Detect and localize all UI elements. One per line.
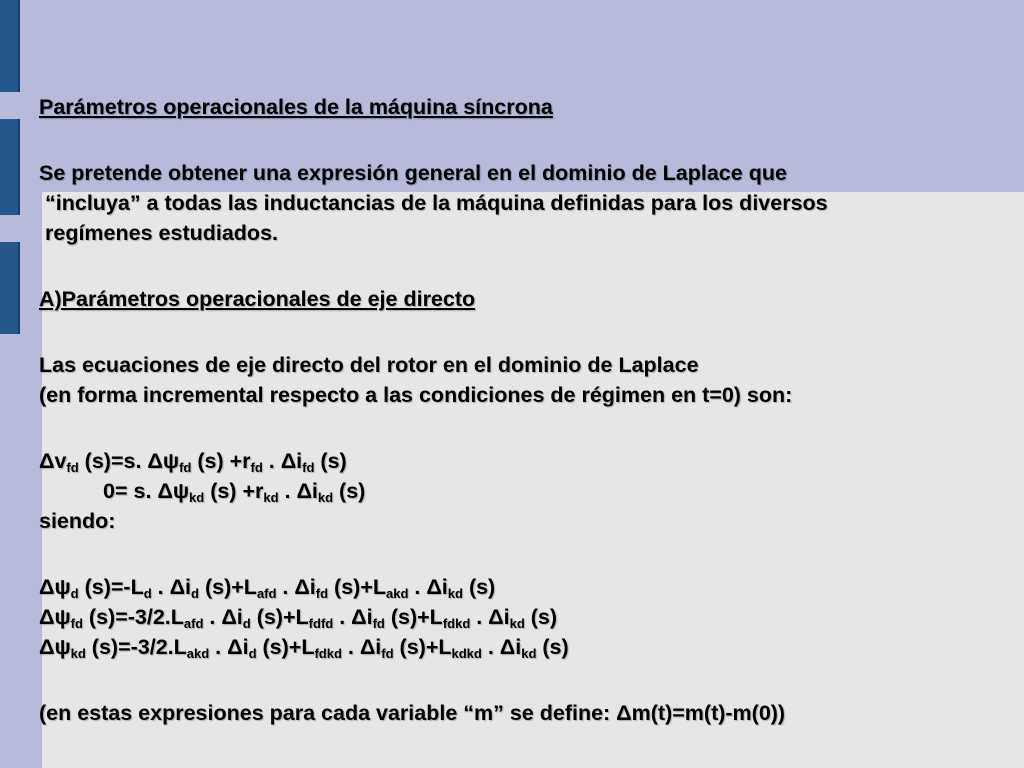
equation-subscript: kd	[263, 490, 279, 505]
intro-line-3: regímenes estudiados.	[45, 221, 278, 245]
equation-term: Δψ	[39, 575, 71, 599]
equation-term: (s)+L	[384, 605, 443, 629]
equation-term: 0= s. Δψ	[103, 479, 190, 503]
equation-psi-fd	[39, 602, 1014, 632]
equation-subscript: fdkd	[314, 646, 342, 661]
equation-term: (s)=-3/2.L	[85, 635, 187, 659]
equation-term: . Δi	[470, 605, 510, 629]
equation-subscript: d	[70, 586, 79, 601]
equation-subscript: d	[242, 616, 251, 631]
equation-subscript: fd	[372, 616, 385, 631]
equation-term: Δv	[39, 449, 67, 473]
slide-content	[39, 92, 1014, 728]
section-a-title: A)Parámetros operacionales de eje directo	[39, 287, 476, 311]
intro-line-2: “incluya” a todas las inductancias de la máquina definidas para los diversos	[45, 191, 828, 215]
equation-subscript: fdkd	[442, 616, 471, 631]
equation-subscript: d	[191, 586, 199, 601]
equation-term: . Δi	[262, 449, 303, 473]
equation-subscript: fd	[179, 460, 192, 475]
equation-term: (s)	[314, 449, 347, 473]
equation-term: (s)+L	[393, 635, 452, 659]
equation-subscript: kd	[70, 646, 86, 661]
equation-term: Δψ	[39, 635, 71, 659]
decor-bar-2	[0, 119, 20, 215]
equation-term: (s)	[333, 479, 366, 503]
equation-subscript: fdfd	[308, 616, 334, 631]
equation-vfd	[39, 446, 1014, 476]
equation-psi-d	[39, 572, 1014, 602]
equation-term: . Δi	[408, 575, 448, 599]
equation-term: (s)=-L	[78, 575, 144, 599]
equation-term: . Δi	[278, 479, 318, 503]
footnote: (en estas expresiones para cada variable “m” se define: Δm(t)=m(t)-m(0))	[39, 701, 786, 725]
equation-subscript: fd	[250, 460, 263, 475]
equation-term: (s) +r	[204, 479, 264, 503]
equation-kd-zero	[39, 476, 1014, 506]
equation-term: (s)+L	[256, 635, 315, 659]
equation-term: . Δi	[333, 605, 373, 629]
equation-term: (s) +r	[191, 449, 251, 473]
equation-term: . Δi	[481, 635, 522, 659]
equation-term: . Δi	[341, 635, 382, 659]
siendo-label: siendo:	[39, 509, 116, 533]
equation-subscript: akd	[186, 646, 210, 661]
equation-subscript: fd	[66, 460, 79, 475]
equation-term: (s)	[462, 575, 496, 599]
equation-term: . Δi	[276, 575, 316, 599]
equation-term: . Δi	[151, 575, 192, 599]
equation-term: . Δi	[203, 605, 243, 629]
equation-subscript: d	[143, 586, 152, 601]
equation-subscript: kdkd	[451, 646, 482, 661]
equation-subscript: kd	[447, 586, 463, 601]
equation-term: (s)=-3/2.L	[82, 605, 184, 629]
equation-term: (s)+L	[328, 575, 387, 599]
equation-subscript: fd	[70, 616, 83, 631]
equation-term: (s)=s. Δψ	[78, 449, 180, 473]
equation-subscript: d	[248, 646, 257, 661]
decor-bar-3	[0, 242, 20, 334]
equation-subscript: fd	[302, 460, 315, 475]
equation-subscript: fd	[315, 586, 329, 601]
equation-term: (s)+L	[250, 605, 309, 629]
equation-term: (s)+L	[198, 575, 257, 599]
equation-term: Δψ	[39, 605, 71, 629]
equation-subscript: akd	[386, 586, 409, 601]
equation-subscript: kd	[521, 646, 537, 661]
equation-subscript: afd	[183, 616, 204, 631]
equation-subscript: kd	[317, 490, 334, 505]
equation-subscript: fd	[381, 646, 394, 661]
equation-psi-kd	[39, 632, 1014, 662]
decor-bar-1	[0, 0, 20, 92]
slide-title: Parámetros operacionales de la máquina síncrona	[39, 95, 553, 119]
equation-subscript: afd	[256, 586, 277, 601]
equation-term: (s)	[524, 605, 558, 629]
rotor-text-1: Las ecuaciones de eje directo del rotor en el dominio de Laplace	[39, 353, 699, 377]
equation-subscript: kd	[509, 616, 525, 631]
equation-term: (s)	[536, 635, 569, 659]
rotor-text-2: (en forma incremental respecto a las condiciones de régimen en t=0) son:	[39, 383, 793, 407]
equation-term: . Δi	[209, 635, 249, 659]
intro-line-1: Se pretende obtener una expresión general en el dominio de Laplace que	[39, 161, 787, 185]
equation-subscript: kd	[189, 490, 205, 505]
